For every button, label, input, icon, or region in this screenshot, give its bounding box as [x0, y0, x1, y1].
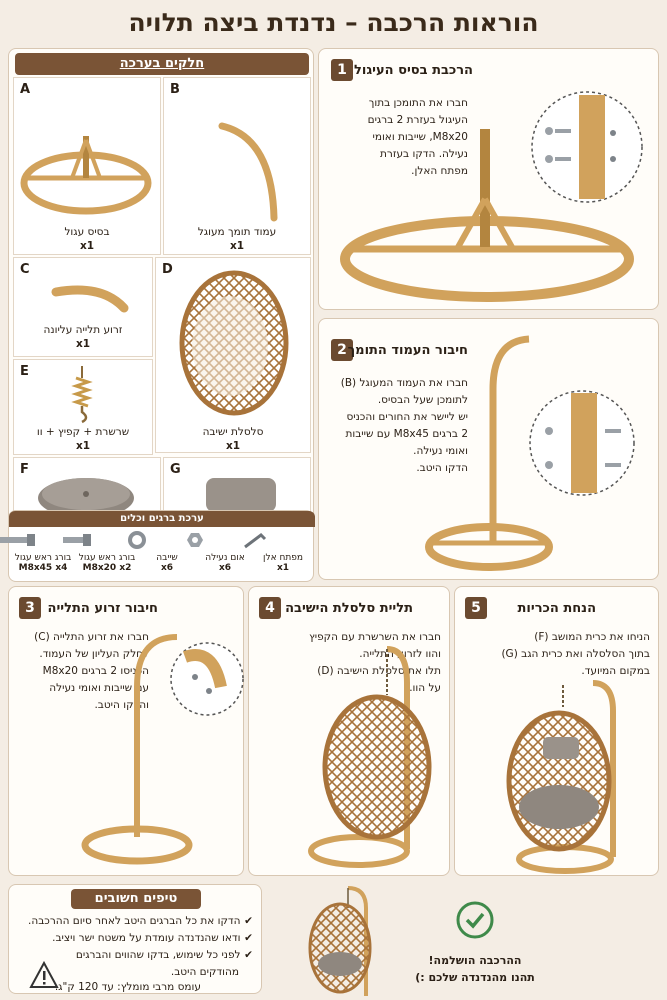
step-4-panel: [248, 586, 450, 876]
parts-heading: חלקים בערכה: [15, 53, 309, 75]
step-line: מפתח האלן.: [411, 165, 468, 177]
hardware-name: בורג ראש עגול: [14, 553, 72, 563]
complete-subtitle: תהנו מהנדנדה שלכם :): [415, 971, 535, 984]
step-title: חיבור זרוע התלייה: [47, 601, 158, 616]
lock-nut-icon: [165, 531, 225, 551]
step-3-illustration: [7, 587, 243, 877]
step-line: על הוו.: [409, 682, 441, 694]
step-line: הדקו היטב.: [416, 462, 468, 474]
part-letter: A: [20, 82, 31, 97]
step-line: עם שייבות ואומי נעילה: [49, 682, 149, 694]
tips-panel: [8, 884, 262, 994]
step-number: 1: [331, 59, 353, 81]
tips-list: [13, 913, 253, 964]
check-icon: [455, 900, 495, 940]
part-C: [13, 257, 153, 357]
tips-heading: טיפים חשובים: [71, 889, 201, 909]
part-letter: D: [162, 262, 173, 277]
step-title: חיבור העמוד התומך: [347, 343, 468, 358]
hardware-panel: [8, 510, 314, 582]
part-qty: x1: [75, 440, 91, 452]
step-line: חברו את העמוד המעוגל (B): [340, 377, 468, 389]
hardware-size: M8x45: [18, 563, 53, 573]
step-line: בתוך הסלסלה ואת כרית הגב (G): [501, 648, 650, 660]
part-name: שרשרת + קפיץ + וו: [36, 426, 130, 438]
allen-key-icon: [223, 531, 283, 551]
warning-icon: [29, 961, 59, 989]
hardware-qty: [77, 563, 137, 573]
part-A: [13, 77, 161, 255]
part-qty: x1: [75, 338, 91, 350]
part-letter: F: [20, 462, 29, 477]
hardware-qty: [13, 563, 73, 573]
step-line: לתומכן שעל הבסיס.: [377, 394, 468, 406]
hardware-count: x4: [55, 563, 68, 573]
hardware-qty: x1: [276, 563, 290, 573]
hardware-count: x2: [119, 563, 132, 573]
step-line: במקום המיועד.: [581, 665, 650, 677]
step-number: 2: [331, 339, 353, 361]
part-letter: C: [20, 262, 30, 277]
step-1-panel: [318, 48, 659, 310]
part-qty: x1: [79, 240, 95, 252]
step-line: יש ליישר את החורים והכניס: [346, 411, 468, 423]
part-B: [163, 77, 311, 255]
step-line: תלו את סלסלת הישיבה (D): [317, 665, 441, 677]
hardware-size: M8x20: [82, 563, 117, 573]
step-line: ואומי נעילה.: [413, 445, 468, 457]
step-line: חברו את השרשרת עם הקפיץ: [309, 631, 441, 643]
page-title: הוראות הרכבה – נדנדת ביצה תלויה: [128, 8, 539, 37]
step-2-illustration: [317, 319, 658, 581]
part-name: סלסלת ישיבה: [202, 426, 264, 438]
step-line: חברו את התומכן בתוך: [368, 97, 468, 109]
tip-item: ✔ הדקו את כל הברגים היטב לאחר סיום ההרכבה.: [13, 913, 253, 930]
complete-title: ההרכבה הושלמה!: [428, 954, 522, 967]
step-1-illustration: [317, 49, 658, 311]
hardware-name: שייבה: [156, 553, 178, 563]
part-D: [155, 257, 311, 453]
step-2-panel: [318, 318, 659, 580]
hardware-qty: x6: [160, 563, 174, 573]
step-line: לחלק העליון של העמוד.: [39, 648, 149, 660]
step-5-panel: [454, 586, 659, 876]
step-line: 2 ברגים M8x45 עם שייבות: [345, 428, 468, 440]
assembled-swing-illustration: [296, 878, 386, 998]
tip-continuation: מהודקים היטב.: [170, 966, 239, 978]
tip-item: ✔ לפני כל שימוש, בדקו שהווים והברגים: [13, 947, 253, 964]
step-line: והדקו היטב.: [94, 699, 149, 711]
step-line: והוו לזרוע התלייה.: [359, 648, 441, 660]
step-line: חברו את זרוע התלייה (C): [34, 631, 149, 643]
hardware-name: בורג ראש עגול: [78, 553, 136, 563]
step-line: הכניסו 2 ברגים M8x20: [42, 665, 149, 677]
step-title: הרכבת בסיס העיגול: [354, 63, 473, 78]
hardware-name: אום נעילה: [205, 553, 245, 563]
hardware-item: [253, 531, 313, 573]
hardware-name: מפתח אלן: [263, 553, 303, 563]
step-line: העיגול בעזרת 2 ברגים: [367, 114, 468, 126]
part-qty: x1: [225, 440, 241, 452]
part-name: בסיס עגול: [64, 226, 110, 238]
rattan-basket-icon: [154, 258, 310, 454]
parts-panel: [8, 48, 314, 578]
part-E: [13, 359, 153, 455]
step-number: 4: [259, 597, 281, 619]
washer-icon: [107, 531, 167, 551]
step-3-panel: [8, 586, 244, 876]
tip-item: ✔ ודאו שהנדנדה עומדת על משטח ישר ויציב.: [13, 930, 253, 947]
step-number: 3: [19, 597, 41, 619]
complete-section: [400, 900, 550, 984]
step-title: תליית סלסלת הישיבה: [285, 601, 413, 616]
step-line: הניחו את כרית המושב (F): [534, 631, 650, 643]
part-qty: x1: [229, 240, 245, 252]
step-line: נעילה. הדקו בעזרת: [380, 148, 468, 160]
part-name: עמוד תומך מעוגל: [197, 226, 277, 238]
long-bolt-icon: [0, 531, 43, 551]
max-weight: עומס מרבי מומלץ: עד 120 ק"ג.: [54, 981, 201, 993]
part-letter: G: [170, 462, 181, 477]
part-letter: E: [20, 364, 29, 379]
step-title: הנחת הכריות: [517, 601, 596, 616]
short-bolt-icon: [47, 531, 107, 551]
hardware-qty: x6: [218, 563, 232, 573]
step-number: 5: [465, 597, 487, 619]
part-letter: B: [170, 82, 180, 97]
step-4-illustration: [247, 587, 449, 877]
part-name: זרוע תלייה עליונה: [43, 324, 123, 336]
step-5-illustration: [453, 587, 658, 877]
hardware-heading: ערכת ברגים וכלים: [9, 511, 315, 527]
step-line: M8x20, שייבות ואומי: [372, 131, 468, 143]
